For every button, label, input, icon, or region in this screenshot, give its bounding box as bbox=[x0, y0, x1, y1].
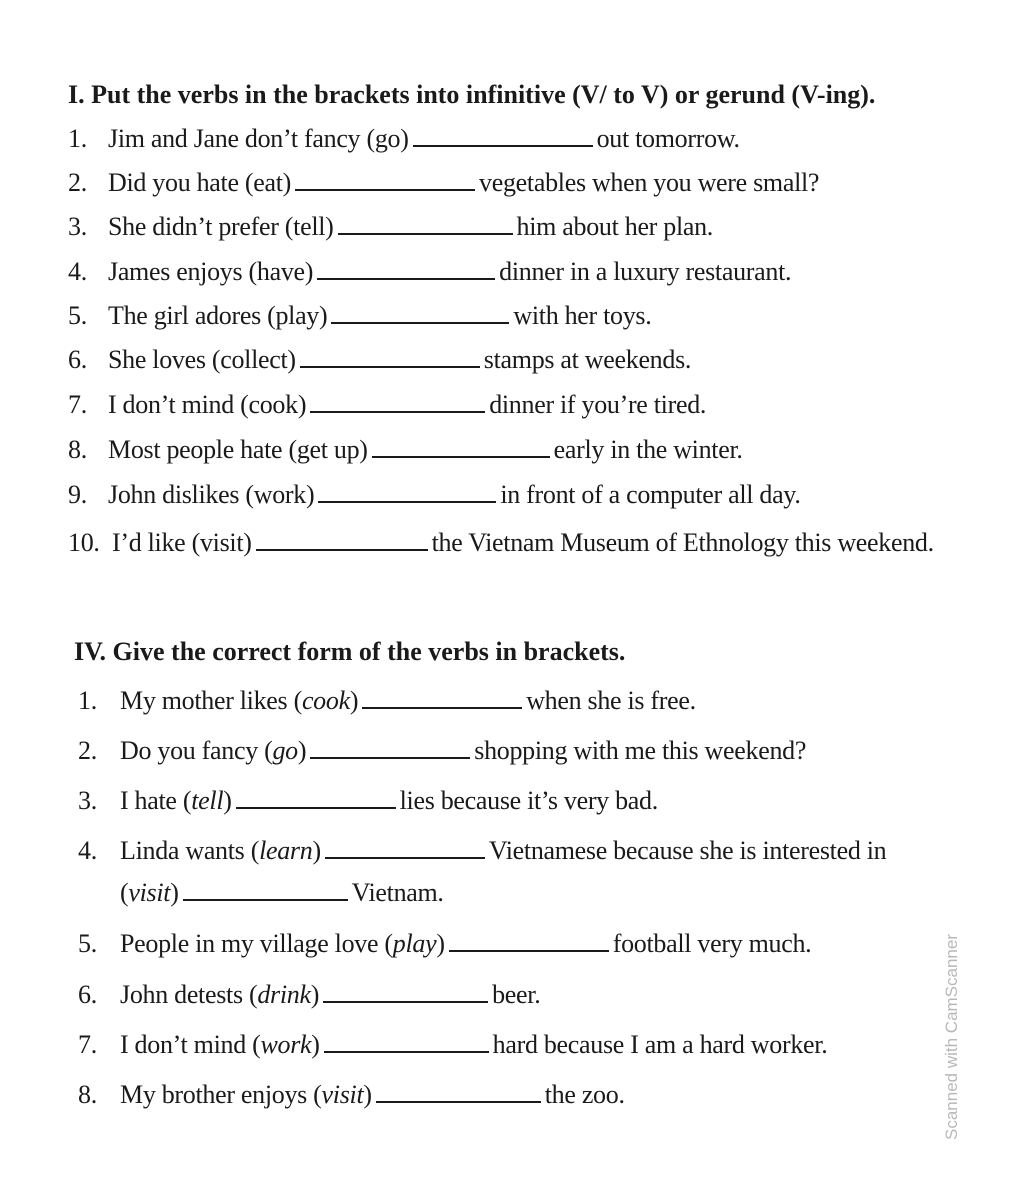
camscanner-watermark: Scanned with CamScanner bbox=[942, 933, 961, 1140]
item-continuation: vegetables when you were small? bbox=[479, 168, 820, 197]
item-prompt: John detests ( bbox=[120, 980, 258, 1009]
item-prompt: She didn’t prefer (tell) bbox=[108, 212, 334, 241]
answer-blank[interactable] bbox=[376, 1101, 541, 1103]
item-prompt: Jim and Jane don’t fancy (go) bbox=[108, 124, 409, 153]
verb-in-brackets: go bbox=[272, 736, 298, 765]
exercise-item bbox=[68, 168, 819, 198]
exercise-item bbox=[68, 480, 801, 510]
item-prompt: I don’t mind (cook) bbox=[108, 390, 307, 419]
closing-bracket: ) bbox=[223, 786, 232, 815]
item-continuation: when she is free. bbox=[526, 686, 696, 715]
exercise-item bbox=[78, 836, 886, 866]
item-number: 2. bbox=[68, 168, 87, 197]
closing-bracket: ) bbox=[170, 878, 179, 907]
item-continuation: him about her plan. bbox=[516, 212, 714, 241]
closing-bracket: ) bbox=[349, 686, 359, 715]
item-number: 6. bbox=[78, 980, 97, 1009]
closing-bracket: ) bbox=[436, 929, 445, 958]
closing-bracket: ) bbox=[312, 836, 321, 865]
item-prompt: People in my village love ( bbox=[120, 929, 393, 958]
answer-blank[interactable] bbox=[449, 950, 609, 952]
item-number: 3. bbox=[68, 212, 87, 241]
closing-bracket: ) bbox=[363, 1080, 372, 1109]
exercise-item bbox=[68, 257, 791, 287]
answer-blank[interactable] bbox=[323, 1001, 488, 1003]
item-prompt: Did you hate (eat) bbox=[108, 168, 292, 197]
item-continuation: football very much. bbox=[612, 929, 812, 958]
answer-blank[interactable] bbox=[310, 411, 485, 413]
item-continuation: the Vietnam Museum of Ethnology this weekend. bbox=[431, 528, 934, 557]
item-prompt: My mother likes ( bbox=[120, 686, 302, 715]
verb-in-brackets: visit bbox=[321, 1080, 364, 1109]
answer-blank[interactable] bbox=[331, 322, 509, 324]
verb-in-brackets: work bbox=[260, 1030, 312, 1059]
item-number: 8. bbox=[78, 1080, 97, 1109]
item-number: 9. bbox=[68, 480, 87, 509]
exercise-item-continuation bbox=[120, 878, 444, 908]
item-number: 4. bbox=[78, 836, 97, 865]
item-prompt: ( bbox=[120, 878, 129, 907]
verb-in-brackets: learn bbox=[259, 836, 313, 865]
exercise-item bbox=[68, 124, 740, 154]
item-number: 1. bbox=[78, 686, 97, 715]
verb-in-brackets: tell bbox=[191, 786, 224, 815]
exercise-item bbox=[78, 686, 696, 716]
answer-blank[interactable] bbox=[338, 233, 513, 235]
item-number: 5. bbox=[78, 929, 97, 958]
item-number: 8. bbox=[68, 435, 87, 464]
item-prompt: John dislikes (work) bbox=[108, 480, 315, 509]
item-continuation: stamps at weekends. bbox=[483, 345, 692, 374]
answer-blank[interactable] bbox=[300, 366, 480, 368]
exercise-item bbox=[68, 528, 934, 558]
verb-in-brackets: visit bbox=[128, 878, 171, 907]
exercise-item bbox=[78, 1030, 827, 1060]
item-continuation: shopping with me this weekend? bbox=[474, 736, 807, 765]
exercise-item bbox=[68, 212, 713, 242]
item-prompt: The girl adores (play) bbox=[108, 301, 328, 330]
exercise-item bbox=[68, 390, 706, 420]
exercise-item bbox=[78, 736, 806, 766]
answer-blank[interactable] bbox=[317, 278, 495, 280]
verb-in-brackets: cook bbox=[301, 686, 350, 715]
item-number: 10. bbox=[68, 528, 100, 557]
answer-blank[interactable] bbox=[325, 857, 485, 859]
answer-blank[interactable] bbox=[372, 456, 550, 458]
item-number: 7. bbox=[68, 390, 87, 419]
exercise-item bbox=[68, 301, 651, 331]
item-continuation: early in the winter. bbox=[553, 435, 743, 464]
item-continuation: lies because it’s very bad. bbox=[399, 786, 658, 815]
item-continuation: dinner in a luxury restaurant. bbox=[499, 257, 792, 286]
closing-bracket: ) bbox=[311, 1030, 320, 1059]
item-prompt: Do you fancy ( bbox=[120, 736, 273, 765]
item-continuation: Vietnam. bbox=[351, 878, 444, 907]
item-prompt: My brother enjoys ( bbox=[120, 1080, 322, 1109]
section-4-heading: IV. Give the correct form of the verbs in brackets. bbox=[74, 637, 626, 666]
exercise-item bbox=[78, 1080, 625, 1110]
item-continuation: hard because I am a hard worker. bbox=[492, 1030, 828, 1059]
item-number: 4. bbox=[68, 257, 87, 286]
item-continuation: in front of a computer all day. bbox=[500, 480, 801, 509]
section-1-heading: I. Put the verbs in the brackets into infinitive (V/ to V) or gerund (V-ing). bbox=[68, 80, 876, 109]
answer-blank[interactable] bbox=[236, 807, 396, 809]
item-prompt: I don’t mind ( bbox=[120, 1030, 261, 1059]
item-number: 2. bbox=[78, 736, 97, 765]
item-continuation: with her toys. bbox=[513, 301, 652, 330]
item-number: 5. bbox=[68, 301, 87, 330]
answer-blank[interactable] bbox=[183, 899, 348, 901]
answer-blank[interactable] bbox=[295, 189, 475, 191]
item-number: 7. bbox=[78, 1030, 97, 1059]
item-continuation: dinner if you’re tired. bbox=[489, 390, 707, 419]
item-continuation: out tomorrow. bbox=[596, 124, 740, 153]
item-prompt: She loves (collect) bbox=[108, 345, 296, 374]
item-prompt: I’d like (visit) bbox=[112, 528, 252, 557]
item-prompt: Most people hate (get up) bbox=[108, 435, 368, 464]
exercise-item bbox=[68, 435, 743, 465]
verb-in-brackets: play bbox=[392, 929, 437, 958]
answer-blank[interactable] bbox=[318, 501, 496, 503]
item-number: 1. bbox=[68, 124, 87, 153]
closing-bracket: ) bbox=[310, 980, 320, 1009]
answer-blank[interactable] bbox=[256, 549, 428, 551]
answer-blank[interactable] bbox=[324, 1051, 489, 1053]
item-prompt: I hate ( bbox=[120, 786, 192, 815]
closing-bracket: ) bbox=[297, 736, 307, 765]
item-continuation: Vietnamese because she is interested in bbox=[488, 836, 887, 865]
verb-in-brackets: drink bbox=[257, 980, 311, 1009]
item-continuation: beer. bbox=[492, 980, 541, 1009]
answer-blank[interactable] bbox=[362, 707, 522, 709]
exercise-item bbox=[78, 980, 540, 1010]
item-number: 3. bbox=[78, 786, 97, 815]
exercise-item bbox=[68, 345, 691, 375]
item-prompt: Linda wants ( bbox=[120, 836, 260, 865]
item-number: 6. bbox=[68, 345, 87, 374]
answer-blank[interactable] bbox=[413, 145, 593, 147]
item-continuation: the zoo. bbox=[544, 1080, 625, 1109]
item-prompt: James enjoys (have) bbox=[108, 257, 314, 286]
answer-blank[interactable] bbox=[310, 757, 470, 759]
exercise-item bbox=[78, 786, 658, 816]
exercise-item bbox=[78, 929, 811, 959]
